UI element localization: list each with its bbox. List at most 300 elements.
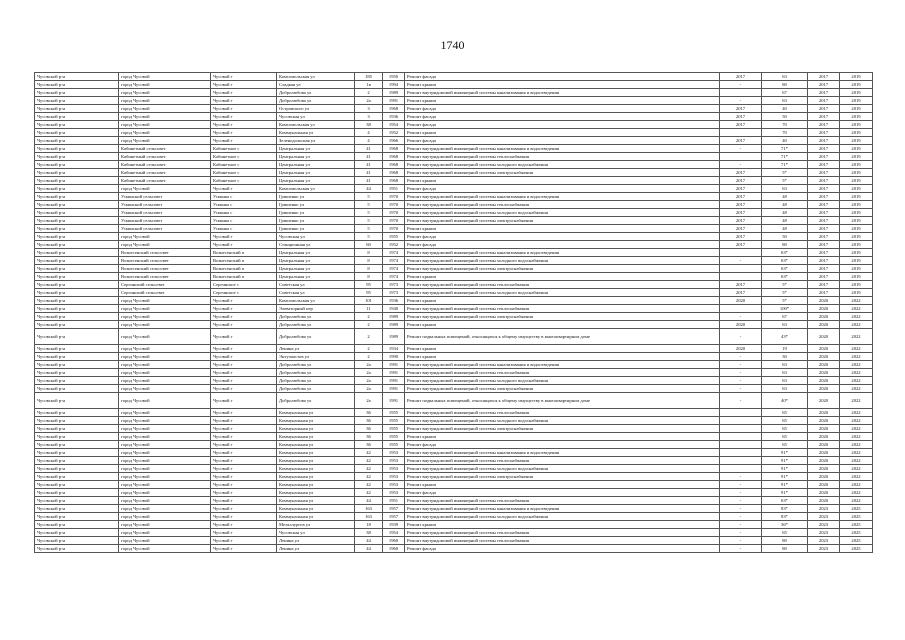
work-type-cell: Ремонт фасада xyxy=(405,105,720,113)
table-row xyxy=(35,473,873,481)
plan-year-cell: 2020 xyxy=(720,345,762,353)
plan-year-cell: - xyxy=(720,537,762,545)
district-cell: Чусовской р-н xyxy=(35,377,119,385)
settlement-cell: Кабинетный сельсовет xyxy=(119,161,211,169)
locality-cell: Чусовой г xyxy=(211,105,277,113)
start-year-cell: 2020 xyxy=(808,313,840,321)
work-type-cell: Ремонт внутридомовой инженерной системы теплоснабжения xyxy=(405,281,720,289)
start-year-cell: 2023 xyxy=(808,545,840,553)
table-row xyxy=(35,137,873,145)
end-year-cell: 2019 xyxy=(840,105,873,113)
house-number-cell: 8 xyxy=(355,249,383,257)
cost-cell: 5* xyxy=(762,281,808,289)
end-year-cell: 2019 xyxy=(840,233,873,241)
build-year-cell: 1968 xyxy=(383,105,405,113)
locality-cell: Кабинетное с xyxy=(211,153,277,161)
plan-year-cell xyxy=(720,441,762,449)
settlement-cell: город Чусовой xyxy=(119,73,211,81)
table-row xyxy=(35,385,873,393)
build-year-cell: 1989 xyxy=(383,329,405,345)
work-type-cell: Ремонт внутридомовой инженерной системы холодного водоснабжения xyxy=(405,417,720,425)
build-year-cell: 1955 xyxy=(383,433,405,441)
end-year-cell: 2022 xyxy=(840,489,873,497)
plan-year-cell: - xyxy=(720,489,762,497)
district-cell: Чусовской р-н xyxy=(35,369,119,377)
start-year-cell: 2020 xyxy=(808,409,840,417)
table-row xyxy=(35,209,873,217)
settlement-cell: Кабинетный сельсовет xyxy=(119,153,211,161)
start-year-cell: 2017 xyxy=(808,161,840,169)
build-year-cell: 1990 xyxy=(383,353,405,361)
end-year-cell: 2022 xyxy=(840,497,873,505)
cost-cell: 65 xyxy=(762,433,808,441)
settlement-cell: город Чусовой xyxy=(119,449,211,457)
work-type-cell: Ремонт внутридомовой инженерной системы канализования и водоотведения xyxy=(405,145,720,153)
start-year-cell: 2017 xyxy=(808,113,840,121)
end-year-cell: 2019 xyxy=(840,249,873,257)
cost-cell: 91* xyxy=(762,489,808,497)
street-cell: Комсомольская ул xyxy=(277,121,355,129)
end-year-cell: 2025 xyxy=(840,521,873,529)
district-cell: Чусовской р-н xyxy=(35,505,119,513)
settlement-cell: город Чусовой xyxy=(119,97,211,105)
build-year-cell: 1991 xyxy=(383,385,405,393)
plan-year-cell: 2017 xyxy=(720,233,762,241)
street-cell: Ленина ул xyxy=(277,345,355,353)
street-cell: Коммунальная ул xyxy=(277,425,355,433)
street-cell: Коммунальная ул xyxy=(277,497,355,505)
cost-cell: 40* xyxy=(762,393,808,409)
street-cell: Центральная ул xyxy=(277,249,355,257)
settlement-cell: город Чусовой xyxy=(119,409,211,417)
street-cell: Коммунальная ул xyxy=(277,441,355,449)
street-cell: Коммунальная ул xyxy=(277,457,355,465)
table-row xyxy=(35,201,873,209)
work-type-cell: Ремонт крыши xyxy=(405,521,720,529)
street-cell: Гришенко ул xyxy=(277,225,355,233)
district-cell: Чусовской р-н xyxy=(35,265,119,273)
district-cell: Чусовской р-н xyxy=(35,465,119,473)
build-year-cell: 1953 xyxy=(383,457,405,465)
work-type-cell: Ремонт внутридомовой инженерной системы электроснабжения xyxy=(405,169,720,177)
street-cell: Чусовская ул xyxy=(277,233,355,241)
start-year-cell: 2020 xyxy=(808,297,840,305)
end-year-cell: 2025 xyxy=(840,513,873,521)
street-cell: Сладкая ул xyxy=(277,81,355,89)
start-year-cell: 2017 xyxy=(808,217,840,225)
end-year-cell: 2019 xyxy=(840,73,873,81)
district-cell: Чусовской р-н xyxy=(35,433,119,441)
house-number-cell: 11 xyxy=(355,305,383,313)
work-type-cell: Ремонт внутридомовой инженерной системы канализования и водоотведения xyxy=(405,249,720,257)
locality-cell: Кабинетное с xyxy=(211,161,277,169)
street-cell: Советская ул xyxy=(277,281,355,289)
plan-year-cell: - xyxy=(720,513,762,521)
plan-year-cell xyxy=(720,409,762,417)
cost-cell: 65 xyxy=(762,425,808,433)
settlement-cell: Ускинский сельсовет xyxy=(119,225,211,233)
house-number-cell: 95 xyxy=(355,289,383,297)
settlement-cell: город Чусовой xyxy=(119,505,211,513)
end-year-cell: 2025 xyxy=(840,505,873,513)
build-year-cell: 1970 xyxy=(383,225,405,233)
table-row xyxy=(35,481,873,489)
district-cell: Чусовской р-н xyxy=(35,537,119,545)
cost-cell: 48 xyxy=(762,217,808,225)
plan-year-cell: 2017 xyxy=(720,177,762,185)
work-type-cell: Ремонт внутридомовой инженерной системы теплоснабжения xyxy=(405,409,720,417)
cost-cell: 71* xyxy=(762,145,808,153)
house-number-cell: 42 xyxy=(355,473,383,481)
build-year-cell: 1954 xyxy=(383,121,405,129)
district-cell: Чусовской р-н xyxy=(35,129,119,137)
street-cell: Центральная ул xyxy=(277,169,355,177)
start-year-cell: 2017 xyxy=(808,89,840,97)
end-year-cell: 2019 xyxy=(840,97,873,105)
end-year-cell: 2022 xyxy=(840,305,873,313)
table-row xyxy=(35,369,873,377)
end-year-cell: 2019 xyxy=(840,193,873,201)
plan-year-cell: 2017 xyxy=(720,281,762,289)
work-type-cell: Ремонт внутридомовой инженерной системы канализования и водоотведения xyxy=(405,193,720,201)
locality-cell: Сергинское с xyxy=(211,281,277,289)
end-year-cell: 2022 xyxy=(840,441,873,449)
plan-year-cell: 2017 xyxy=(720,169,762,177)
district-cell: Чусовской р-н xyxy=(35,153,119,161)
house-number-cell: 101 xyxy=(355,297,383,305)
house-number-cell: 41 xyxy=(355,177,383,185)
page-number: 1740 xyxy=(440,38,465,52)
settlement-cell: город Чусовой xyxy=(119,433,211,441)
cost-cell: 71* xyxy=(762,161,808,169)
plan-year-cell xyxy=(720,465,762,473)
plan-year-cell: 2017 xyxy=(720,73,762,81)
end-year-cell: 2019 xyxy=(840,89,873,97)
work-type-cell: Ремонт крыши xyxy=(405,225,720,233)
house-number-cell: 4 xyxy=(355,137,383,145)
cost-cell: 80 xyxy=(762,545,808,553)
start-year-cell: 2023 xyxy=(808,529,840,537)
table-row xyxy=(35,497,873,505)
locality-cell: Чусовой г xyxy=(211,537,277,545)
build-year-cell: 1970 xyxy=(383,217,405,225)
district-cell: Чусовской р-н xyxy=(35,185,119,193)
street-cell: Центральная ул xyxy=(277,153,355,161)
end-year-cell: 2022 xyxy=(840,385,873,393)
street-cell: Добролюбова ул xyxy=(277,321,355,329)
build-year-cell: 1991 xyxy=(383,369,405,377)
house-number-cell: 42 xyxy=(355,465,383,473)
plan-year-cell: 2020 xyxy=(720,321,762,329)
work-type-cell: Ремонт внутридомовой инженерной системы теплоснабжения xyxy=(405,529,720,537)
plan-year-cell: - xyxy=(720,353,762,361)
locality-cell: Чусовой г xyxy=(211,417,277,425)
start-year-cell: 2020 xyxy=(808,449,840,457)
locality-cell: Ускинка с xyxy=(211,209,277,217)
start-year-cell: 2020 xyxy=(808,489,840,497)
table-row xyxy=(35,81,873,89)
work-type-cell: Ремонт внутридомовой инженерной системы электроснабжения xyxy=(405,313,720,321)
locality-cell: Чусовой г xyxy=(211,425,277,433)
street-cell: Металлургов ул xyxy=(277,521,355,529)
end-year-cell: 2022 xyxy=(840,377,873,385)
house-number-cell: 44 xyxy=(355,497,383,505)
build-year-cell: 1991 xyxy=(383,393,405,409)
end-year-cell: 2019 xyxy=(840,145,873,153)
start-year-cell: 2017 xyxy=(808,169,840,177)
locality-cell: Чусовой г xyxy=(211,81,277,89)
district-cell: Чусовской р-н xyxy=(35,97,119,105)
work-type-cell: Ремонт крыши xyxy=(405,353,720,361)
build-year-cell: 1974 xyxy=(383,257,405,265)
cost-cell: 63* xyxy=(762,265,808,273)
work-type-cell: Ремонт внутридомовой инженерной системы теплоснабжения xyxy=(405,201,720,209)
cost-cell: 80 xyxy=(762,537,808,545)
cost-cell: 63* xyxy=(762,249,808,257)
table-row xyxy=(35,129,873,137)
street-cell: Коммунальная ул xyxy=(277,473,355,481)
cost-cell: 43* xyxy=(762,329,808,345)
table-row xyxy=(35,89,873,97)
house-number-cell: 5 xyxy=(355,193,383,201)
end-year-cell: 2022 xyxy=(840,409,873,417)
plan-year-cell: 2017 xyxy=(720,185,762,193)
work-type-cell: Ремонт внутридомовой инженерной системы холодного водоснабжения xyxy=(405,289,720,297)
plan-year-cell: - xyxy=(720,313,762,321)
settlement-cell: город Чусовой xyxy=(119,89,211,97)
settlement-cell: город Чусовой xyxy=(119,233,211,241)
build-year-cell: 1951 xyxy=(383,497,405,505)
street-cell: Центральная ул xyxy=(277,265,355,273)
start-year-cell: 2017 xyxy=(808,249,840,257)
district-cell: Чусовской р-н xyxy=(35,513,119,521)
cost-cell: 5* xyxy=(762,169,808,177)
end-year-cell: 2022 xyxy=(840,481,873,489)
plan-year-cell: - xyxy=(720,473,762,481)
cost-cell: 83* xyxy=(762,513,808,521)
district-cell: Чусовской р-н xyxy=(35,121,119,129)
start-year-cell: 2020 xyxy=(808,433,840,441)
plan-year-cell xyxy=(720,425,762,433)
plan-year-cell xyxy=(720,265,762,273)
plan-year-cell xyxy=(720,417,762,425)
plan-year-cell: - xyxy=(720,545,762,553)
table-row xyxy=(35,489,873,497)
plan-year-cell xyxy=(720,449,762,457)
plan-year-cell: - xyxy=(720,361,762,369)
locality-cell: Чусовой г xyxy=(211,137,277,145)
end-year-cell: 2022 xyxy=(840,297,873,305)
work-type-cell: Ремонт крыши xyxy=(405,345,720,353)
cost-cell: 48 xyxy=(762,201,808,209)
build-year-cell: 1955 xyxy=(383,425,405,433)
street-cell: Коммунальная ул xyxy=(277,505,355,513)
end-year-cell: 2022 xyxy=(840,353,873,361)
plan-year-cell: - xyxy=(720,257,762,265)
settlement-cell: город Чусовой xyxy=(119,497,211,505)
street-cell: Комсомольская ул xyxy=(277,297,355,305)
start-year-cell: 2017 xyxy=(808,153,840,161)
build-year-cell: 1953 xyxy=(383,465,405,473)
start-year-cell: 2020 xyxy=(808,457,840,465)
district-cell: Чусовской р-н xyxy=(35,481,119,489)
start-year-cell: 2017 xyxy=(808,273,840,281)
cost-cell: 48 xyxy=(762,209,808,217)
table-row xyxy=(35,313,873,321)
house-number-cell: 163 xyxy=(355,505,383,513)
locality-cell: Чусовой г xyxy=(211,321,277,329)
house-number-cell: 36 xyxy=(355,417,383,425)
house-number-cell: 42 xyxy=(355,481,383,489)
district-cell: Чусовской р-н xyxy=(35,329,119,345)
table-row xyxy=(35,97,873,105)
work-type-cell: Ремонт внутридомовой инженерной системы электроснабжения xyxy=(405,425,720,433)
street-cell: Добролюбова ул xyxy=(277,329,355,345)
district-cell: Чусовской р-н xyxy=(35,409,119,417)
build-year-cell: 1973 xyxy=(383,289,405,297)
locality-cell: Чусовой г xyxy=(211,529,277,537)
locality-cell: Чусовой г xyxy=(211,297,277,305)
street-cell: Гришенко ул xyxy=(277,217,355,225)
house-number-cell: 41 xyxy=(355,153,383,161)
locality-cell: Чусовой г xyxy=(211,185,277,193)
house-number-cell: 5 xyxy=(355,209,383,217)
district-cell: Чусовской р-н xyxy=(35,249,119,257)
end-year-cell: 2019 xyxy=(840,81,873,89)
locality-cell: Кабинетное с xyxy=(211,169,277,177)
locality-cell: Вознесенский п xyxy=(211,273,277,281)
street-cell: Коммунальная ул xyxy=(277,465,355,473)
start-year-cell: 2020 xyxy=(808,345,840,353)
table-row xyxy=(35,217,873,225)
district-cell: Чусовской р-н xyxy=(35,257,119,265)
house-number-cell: 44 xyxy=(355,185,383,193)
street-cell: Островского ул xyxy=(277,105,355,113)
cost-cell: 67 xyxy=(762,89,808,97)
start-year-cell: 2020 xyxy=(808,361,840,369)
settlement-cell: город Чусовой xyxy=(119,537,211,545)
build-year-cell: 1955 xyxy=(383,409,405,417)
cost-cell: 100* xyxy=(762,305,808,313)
build-year-cell: 1953 xyxy=(383,449,405,457)
street-cell: Коммунальная ул xyxy=(277,129,355,137)
table-row xyxy=(35,177,873,185)
district-cell: Чусовской р-н xyxy=(35,473,119,481)
end-year-cell: 2022 xyxy=(840,465,873,473)
work-type-cell: Ремонт фасада xyxy=(405,137,720,145)
end-year-cell: 2019 xyxy=(840,113,873,121)
locality-cell: Чусовой г xyxy=(211,505,277,513)
settlement-cell: город Чусовой xyxy=(119,361,211,369)
house-number-cell: 95 xyxy=(355,281,383,289)
build-year-cell: 1970 xyxy=(383,209,405,217)
settlement-cell: Кабинетный сельсовет xyxy=(119,169,211,177)
cost-cell: 48 xyxy=(762,193,808,201)
locality-cell: Чусовой г xyxy=(211,113,277,121)
work-type-cell: Ремонт внутридомовой инженерной системы теплоснабжения xyxy=(405,537,720,545)
settlement-cell: город Чусовой xyxy=(119,329,211,345)
street-cell: Центральная ул xyxy=(277,273,355,281)
street-cell: Коммунальная ул xyxy=(277,489,355,497)
settlement-cell: город Чусовой xyxy=(119,369,211,377)
district-cell: Чусовской р-н xyxy=(35,281,119,289)
start-year-cell: 2020 xyxy=(808,417,840,425)
table-row xyxy=(35,185,873,193)
start-year-cell: 2017 xyxy=(808,121,840,129)
end-year-cell: 2019 xyxy=(840,265,873,273)
plan-year-cell: - xyxy=(720,521,762,529)
locality-cell: Чусовой г xyxy=(211,473,277,481)
street-cell: Гришенко ул xyxy=(277,201,355,209)
build-year-cell: 1951 xyxy=(383,185,405,193)
work-type-cell: Ремонт внутридомовой инженерной системы теплоснабжения xyxy=(405,305,720,313)
build-year-cell: 1950 xyxy=(383,73,405,81)
district-cell: Чусовской р-н xyxy=(35,145,119,153)
district-cell: Чусовской р-н xyxy=(35,425,119,433)
work-type-cell: Ремонт внутридомовой инженерной системы электроснабжения xyxy=(405,265,720,273)
settlement-cell: Вознесенский сельсовет xyxy=(119,257,211,265)
work-type-cell: Ремонт крыши xyxy=(405,481,720,489)
house-number-cell: 36 xyxy=(355,433,383,441)
district-cell: Чусовской р-н xyxy=(35,305,119,313)
settlement-cell: город Чусовой xyxy=(119,241,211,249)
work-type-cell: Ремонт внутридомовой инженерной системы теплоснабжения xyxy=(405,369,720,377)
street-cell: Чусовская ул xyxy=(277,529,355,537)
table-row xyxy=(35,169,873,177)
settlement-cell: город Чусовой xyxy=(119,393,211,409)
house-number-cell: 2а xyxy=(355,385,383,393)
start-year-cell: 2023 xyxy=(808,521,840,529)
plan-year-cell: 2017 xyxy=(720,105,762,113)
plan-year-cell xyxy=(720,129,762,137)
locality-cell: Чусовой г xyxy=(211,377,277,385)
district-cell: Чусовской р-н xyxy=(35,113,119,121)
end-year-cell: 2025 xyxy=(840,529,873,537)
district-cell: Чусовской р-н xyxy=(35,169,119,177)
settlement-cell: город Чусовой xyxy=(119,81,211,89)
table-row xyxy=(35,545,873,553)
work-type-cell: Ремонт фасада xyxy=(405,73,720,81)
start-year-cell: 2020 xyxy=(808,425,840,433)
cost-cell: 19 xyxy=(762,345,808,353)
work-type-cell: Ремонт внутридомовой инженерной системы холодного водоснабжения xyxy=(405,377,720,385)
start-year-cell: 2017 xyxy=(808,73,840,81)
street-cell: Комсомольская ул xyxy=(277,185,355,193)
build-year-cell: 1974 xyxy=(383,273,405,281)
plan-year-cell: - xyxy=(720,393,762,409)
table-row xyxy=(35,225,873,233)
settlement-cell: город Чусовой xyxy=(119,521,211,529)
house-number-cell: 44 xyxy=(355,537,383,545)
end-year-cell: 2022 xyxy=(840,329,873,345)
end-year-cell: 2025 xyxy=(840,545,873,553)
work-type-cell: Ремонт подвальных помещений, относящихся к общему имуществу в многоквартирном доме xyxy=(405,393,720,409)
district-cell: Чусовской р-н xyxy=(35,225,119,233)
start-year-cell: 2017 xyxy=(808,129,840,137)
build-year-cell: 1970 xyxy=(383,193,405,201)
district-cell: Чусовской р-н xyxy=(35,385,119,393)
build-year-cell: 1953 xyxy=(383,481,405,489)
district-cell: Чусовской р-н xyxy=(35,217,119,225)
end-year-cell: 2019 xyxy=(840,137,873,145)
cost-cell: 65 xyxy=(762,409,808,417)
table-row xyxy=(35,321,873,329)
table-row xyxy=(35,289,873,297)
plan-year-cell: 2017 xyxy=(720,193,762,201)
cost-cell: 91* xyxy=(762,457,808,465)
settlement-cell: Ускинский сельсовет xyxy=(119,209,211,217)
build-year-cell: 1989 xyxy=(383,313,405,321)
